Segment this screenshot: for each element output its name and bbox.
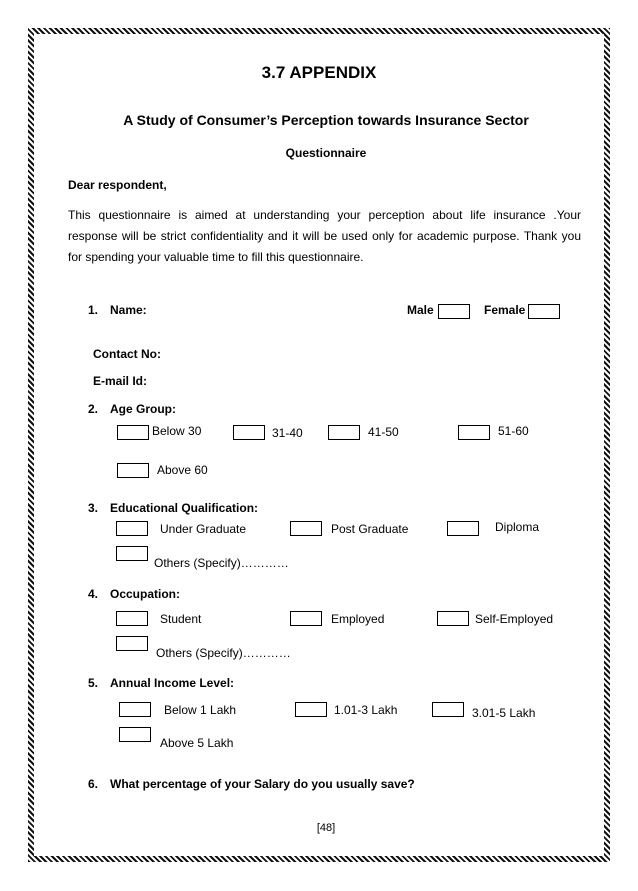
age-51-60-label: 51-60 <box>498 424 529 438</box>
age-below30-label: Below 30 <box>152 424 202 438</box>
age-above60-checkbox[interactable] <box>117 463 149 478</box>
edu-postgraduate-label: Post Graduate <box>331 522 409 536</box>
occ-others-checkbox[interactable] <box>116 636 148 651</box>
q2-number: 2. <box>88 402 99 416</box>
occ-employed-label: Employed <box>331 612 385 626</box>
income-1-3-label: 1.01-3 Lakh <box>334 703 398 717</box>
edu-undergraduate-label: Under Graduate <box>160 522 247 536</box>
q4-label: Occupation: <box>110 587 181 601</box>
q3-label: Educational Qualification: <box>110 501 259 515</box>
occ-student-label: Student <box>160 612 202 626</box>
salutation: Dear respondent, <box>68 178 167 192</box>
age-41-50-checkbox[interactable] <box>328 425 360 440</box>
edu-undergraduate-checkbox[interactable] <box>116 521 148 536</box>
income-above5-label: Above 5 Lakh <box>160 736 234 750</box>
intro-paragraph: This questionnaire is aimed at understanding your perception about life insurance .Your response will be strict confidentiality and it will be used only for academic purpose. Thank you for spending your valuable time to fill this questionnaire. <box>68 208 581 264</box>
income-above5-checkbox[interactable] <box>119 727 151 742</box>
age-51-60-checkbox[interactable] <box>458 425 490 440</box>
occ-selfemployed-checkbox[interactable] <box>437 611 469 626</box>
q6-number: 6. <box>88 777 99 791</box>
gender-male-label: Male <box>407 303 434 317</box>
income-1-3-checkbox[interactable] <box>295 702 327 717</box>
age-31-40-label: 31-40 <box>272 426 303 440</box>
edu-others-checkbox[interactable] <box>116 546 148 561</box>
edu-others-label: Others (Specify)………… <box>154 556 289 570</box>
edu-diploma-checkbox[interactable] <box>447 521 479 536</box>
page-number: [48] <box>316 822 336 834</box>
q6-label: What percentage of your Salary do you usually save? <box>110 777 415 791</box>
q3-number: 3. <box>88 501 99 515</box>
income-3-5-label: 3.01-5 Lakh <box>472 706 536 720</box>
age-31-40-checkbox[interactable] <box>233 425 265 440</box>
q2-label: Age Group: <box>110 402 176 416</box>
contact-label: Contact No: <box>93 347 161 361</box>
gender-female-checkbox[interactable] <box>528 304 560 319</box>
occ-others-label: Others (Specify)………… <box>156 646 291 660</box>
age-below30-checkbox[interactable] <box>117 425 149 440</box>
age-above60-label: Above 60 <box>157 463 208 477</box>
gender-male-checkbox[interactable] <box>438 304 470 319</box>
q4-number: 4. <box>88 587 99 601</box>
occ-student-checkbox[interactable] <box>116 611 148 626</box>
study-title: A Study of Consumer’s Perception towards Insurance Sector <box>123 112 529 128</box>
email-label: E-mail Id: <box>93 374 148 388</box>
income-below1-label: Below 1 Lakh <box>164 703 237 717</box>
q5-number: 5. <box>88 676 99 690</box>
q1-number: 1. <box>88 303 99 317</box>
edu-diploma-label: Diploma <box>495 520 540 534</box>
gender-female-label: Female <box>484 303 526 317</box>
q1-label: Name: <box>110 303 147 317</box>
income-3-5-checkbox[interactable] <box>432 702 464 717</box>
page-title: 3.7 APPENDIX <box>261 63 377 82</box>
edu-postgraduate-checkbox[interactable] <box>290 521 322 536</box>
section-heading: Questionnaire <box>285 146 367 160</box>
q5-label: Annual Income Level: <box>110 676 235 690</box>
income-below1-checkbox[interactable] <box>119 702 151 717</box>
age-41-50-label: 41-50 <box>368 425 399 439</box>
occ-selfemployed-label: Self-Employed <box>475 612 554 626</box>
occ-employed-checkbox[interactable] <box>290 611 322 626</box>
